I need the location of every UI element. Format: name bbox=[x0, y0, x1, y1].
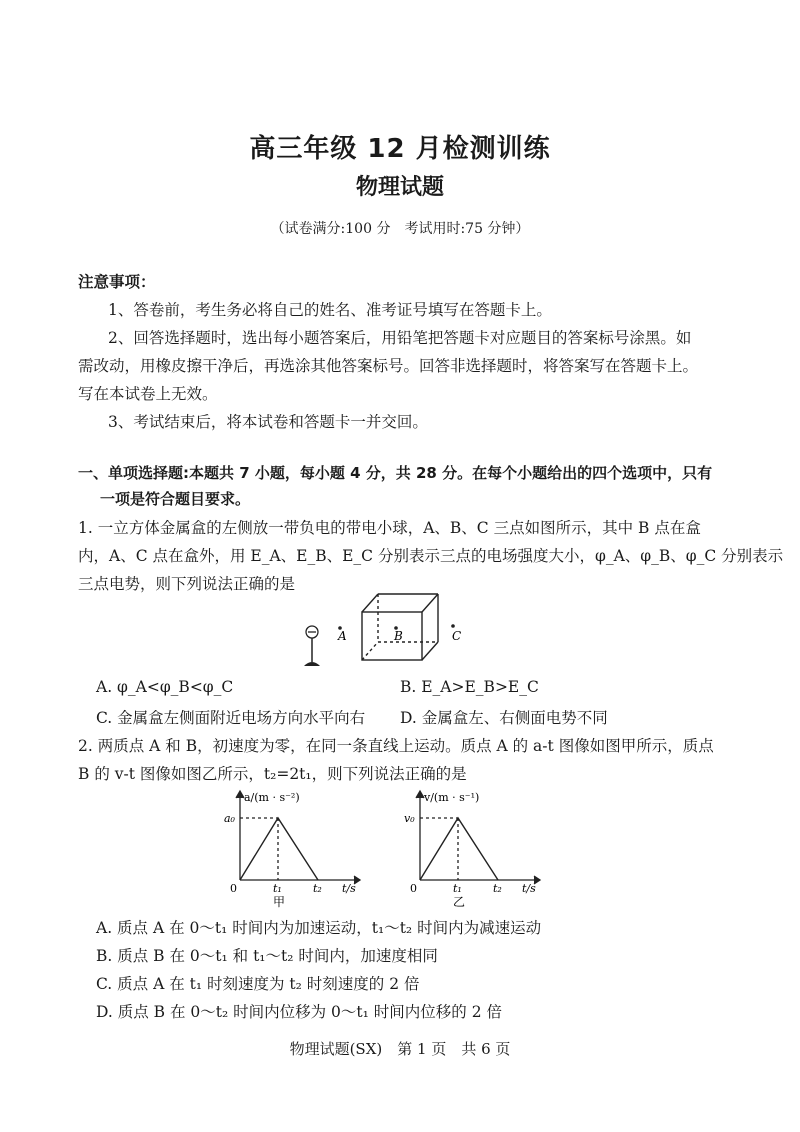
note-2c: 写在本试卷上无效。 bbox=[78, 385, 218, 403]
note-3: 3、考试结束后，将本试卷和答题卡一并交回。 bbox=[108, 413, 428, 431]
q1-stem-2: 内，A、C 点在盒外，用 E_A、E_B、E_C 分别表示三点的电场强度大小，φ_A、φ_B、φ_C 分别表示 bbox=[78, 547, 784, 565]
point-a-label: A bbox=[338, 629, 347, 643]
graph-jia-xlabel: t/s bbox=[342, 882, 356, 895]
note-2b: 需改动，用橡皮擦干净后，再选涂其他答案标号。回答非选择题时，将答案写在答题卡上。 bbox=[78, 357, 699, 375]
graph-yi-t2: t₂ bbox=[493, 882, 502, 895]
q1-stem-1: 1. 一立方体金属盒的左侧放一带负电的带电小球，A、B、C 三点如图所示，其中 B 点在盒 bbox=[78, 519, 701, 537]
metal-box bbox=[362, 594, 438, 660]
q1-option-a: A. φ_A<φ_B<φ_C bbox=[96, 678, 234, 696]
q2-stem-2: B 的 v-t 图像如图乙所示，t₂=2t₁，则下列说法正确的是 bbox=[78, 765, 467, 783]
notes-heading: 注意事项： bbox=[78, 273, 156, 291]
q1-stem-3: 三点电势，则下列说法正确的是 bbox=[78, 575, 296, 593]
page-footer: 物理试题(SX) 第 1 页 共 6 页 bbox=[289, 1040, 511, 1058]
page-title: 高三年级 12 月检测训练 bbox=[249, 134, 551, 164]
graph-yi-xlabel: t/s bbox=[522, 882, 536, 895]
graph-jia-origin: 0 bbox=[230, 882, 237, 895]
point-b-label: B bbox=[394, 629, 403, 643]
q2-option-d: D. 质点 B 在 0～t₂ 时间内位移为 0～t₁ 时间内位移的 2 倍 bbox=[96, 1003, 503, 1021]
graph-yi-y0: v₀ bbox=[404, 812, 415, 825]
graph-jia-t2: t₂ bbox=[313, 882, 322, 895]
graph-jia bbox=[218, 788, 368, 910]
q2-option-b: B. 质点 B 在 0～t₁ 和 t₁～t₂ 时间内，加速度相同 bbox=[96, 947, 438, 965]
graph-jia-caption: 甲 bbox=[273, 895, 286, 909]
graph-yi-t1: t₁ bbox=[453, 882, 462, 895]
point-c-label: C bbox=[452, 629, 462, 643]
graph-yi bbox=[398, 788, 548, 910]
section-heading-2: 一项是符合题目要求。 bbox=[100, 490, 251, 508]
note-1: 1、答卷前，考生务必将自己的姓名、准考证号填写在答题卡上。 bbox=[108, 301, 552, 319]
page-subtitle: 物理试题 bbox=[355, 175, 444, 200]
note-2a: 2、回答选择题时，选出每小题答案后，用铅笔把答题卡对应题目的答案标号涂黑。如 bbox=[108, 329, 692, 347]
graph-jia-t1: t₁ bbox=[273, 882, 282, 895]
q1-cube-figure bbox=[290, 586, 490, 676]
graph-jia-y0: a₀ bbox=[224, 812, 235, 825]
graph-yi-origin: 0 bbox=[410, 882, 417, 895]
q1-option-b: B. E_A>E_B>E_C bbox=[400, 678, 539, 696]
q2-stem-1: 2. 两质点 A 和 B，初速度为零，在同一条直线上运动。质点 A 的 a-t 图像如图甲所示，质点 bbox=[78, 737, 714, 755]
graph-jia-ylabel: a/(m · s⁻²) bbox=[244, 791, 300, 804]
q2-option-a: A. 质点 A 在 0～t₁ 时间内为加速运动，t₁～t₂ 时间内为减速运动 bbox=[96, 919, 542, 937]
graph-yi-caption: 乙 bbox=[453, 895, 466, 909]
q1-option-c: C. 金属盒左侧面附近电场方向水平向右 bbox=[96, 709, 366, 727]
graph-yi-ylabel: v/(m · s⁻¹) bbox=[424, 791, 480, 804]
q2-option-c: C. 质点 A 在 t₁ 时刻速度为 t₂ 时刻速度的 2 倍 bbox=[96, 975, 420, 993]
q1-option-d: D. 金属盒左、右侧面电势不同 bbox=[400, 709, 608, 727]
section-heading: 一、单项选择题:本题共 7 小题，每小题 4 分，共 28 分。在每个小题给出的四个选项中，只有 bbox=[78, 464, 713, 482]
exam-info: （试卷满分:100 分 考试用时:75 分钟） bbox=[270, 221, 530, 237]
